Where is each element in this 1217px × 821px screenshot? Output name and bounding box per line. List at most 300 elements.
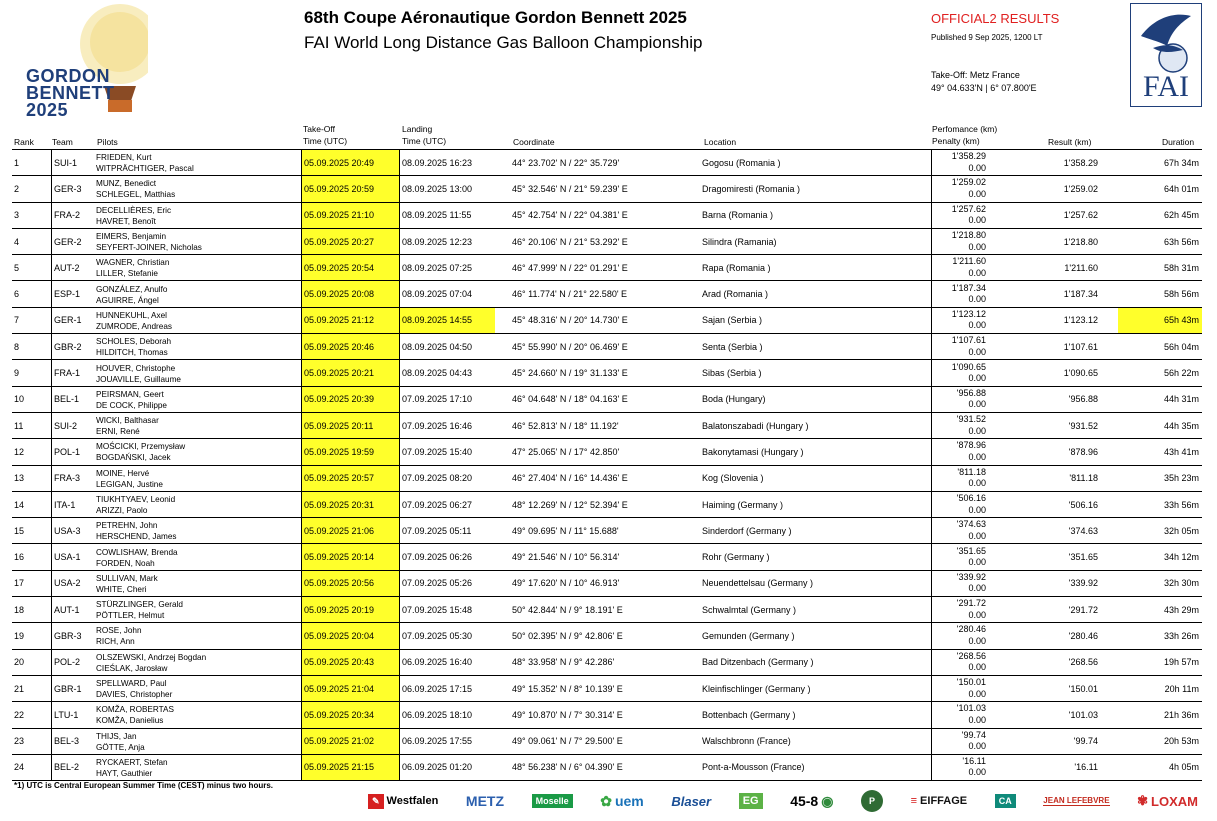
duration-cell: 62h 45m (1163, 210, 1199, 221)
pilots-cell (96, 203, 301, 228)
takeoff-cell: 05.09.2025 20:43 (301, 650, 400, 675)
coordinate-cell: 48° 12.269' N / 12° 52.394' E (512, 499, 628, 510)
landing-cell: 06.09.2025 17:15 (402, 683, 473, 694)
location-cell: Kog (Slovenia ) (702, 473, 764, 484)
col-location: Location (704, 137, 737, 147)
table-row (12, 413, 1202, 439)
duration-cell: 58h 31m (1163, 262, 1199, 273)
pilot-1: SPELLWARD, Paul (96, 679, 167, 689)
logo-line1: GORDON (26, 66, 110, 86)
takeoff-cell: 05.09.2025 19:59 (301, 439, 400, 464)
coordinate-cell: 47° 25.065' N / 17° 42.850' (512, 446, 620, 457)
table-row (12, 387, 1202, 413)
table-row (12, 334, 1202, 360)
col-rank: Rank (14, 137, 34, 147)
penalty-value: 0.00 (968, 714, 986, 725)
table-row (12, 176, 1202, 202)
pilots-cell (96, 571, 301, 596)
team-cell: ESP-1 (51, 281, 95, 306)
page-title: 68th Coupe Aéronautique Gordon Bennett 2025 (304, 8, 687, 27)
sponsor-jean-lefebvre: JEAN LEFEBVRE (1043, 796, 1110, 805)
pilots-cell (96, 413, 301, 438)
rank-cell: 17 (14, 578, 25, 589)
coordinate-cell: 49° 09.695' N / 11° 15.688' (512, 525, 619, 536)
takeoff-cell: 05.09.2025 20:56 (301, 571, 400, 596)
official-results-label: OFFICIAL2 RESULTS (931, 11, 1060, 26)
pilot-2: JOUAVILLE, Guillaume (96, 374, 181, 384)
location-cell: Balatonszabadi (Hungary ) (702, 420, 809, 431)
performance-value: '956.88 (956, 387, 986, 398)
pilot-2: HAYT, Gauthier (96, 768, 153, 778)
landing-cell: 08.09.2025 04:43 (402, 368, 473, 379)
penalty-value: 0.00 (968, 241, 986, 252)
pilot-1: PETREHN, John (96, 521, 158, 531)
penalty-value: 0.00 (968, 162, 986, 173)
performance-cell (931, 676, 988, 701)
result-cell: '101.03 (1068, 709, 1098, 720)
performance-value: '931.52 (956, 414, 986, 425)
rank-cell: 22 (14, 709, 25, 720)
pilot-1: ROSE, John (96, 626, 142, 636)
pilots-cell (96, 229, 301, 254)
team-cell: USA-1 (51, 544, 95, 569)
pilot-1: MOINE, Hervé (96, 468, 150, 478)
takeoff-coordinate: 49° 04.633'N | 6° 07.800'E (931, 83, 1037, 93)
landing-cell: 07.09.2025 16:46 (402, 420, 473, 431)
eagle-globe-icon (1131, 6, 1201, 76)
landing-cell: 07.09.2025 05:26 (402, 578, 473, 589)
penalty-value: 0.00 (968, 215, 986, 226)
pilot-1: SULLIVAN, Mark (96, 573, 158, 583)
penalty-value: 0.00 (968, 399, 986, 410)
pilot-1: THIJS, Jan (96, 731, 137, 741)
coordinate-cell: 50° 02.395' N / 9° 42.806' E (512, 630, 623, 641)
takeoff-cell: 05.09.2025 20:19 (301, 597, 400, 622)
sponsor-eg: EG (739, 793, 763, 809)
takeoff-cell: 05.09.2025 20:34 (301, 702, 400, 727)
duration-cell: 43h 29m (1163, 604, 1199, 615)
pilot-2: ZUMRODE, Andreas (96, 321, 172, 331)
takeoff-cell: 05.09.2025 20:49 (301, 150, 400, 175)
pilot-1: HOUVER, Christophe (96, 363, 176, 373)
location-cell: Silindra (Ramania) (702, 236, 777, 247)
location-cell: Arad (Romania ) (702, 289, 769, 300)
pilot-1: MUNZ, Benedict (96, 179, 157, 189)
performance-value: '351.65 (956, 545, 986, 556)
landing-cell: 08.09.2025 16:23 (402, 157, 473, 168)
duration-cell: 32h 05m (1163, 525, 1199, 536)
location-cell: Bakonytamasi (Hungary ) (702, 446, 804, 457)
table-row (12, 597, 1202, 623)
performance-cell (931, 755, 988, 780)
col-performance (932, 123, 997, 147)
col-perf-top: Perfomance (km) (932, 124, 998, 134)
result-cell: '99.74 (1073, 736, 1098, 747)
team-cell: LTU-1 (51, 702, 95, 727)
penalty-value: 0.00 (968, 373, 986, 384)
performance-cell (931, 413, 988, 438)
sponsor-credit-agricole: CA (995, 794, 1016, 808)
location-cell: Haiming (Germany ) (702, 499, 784, 510)
pilot-1: WICKI, Balthasar (96, 416, 159, 426)
penalty-value: 0.00 (968, 557, 986, 568)
table-row (12, 229, 1202, 255)
duration-cell: 20h 53m (1163, 736, 1199, 747)
team-cell: BEL-3 (51, 729, 95, 754)
team-cell: AUT-2 (51, 255, 95, 280)
performance-value: 1'257.62 (951, 203, 986, 214)
location-cell: Boda (Hungary) (702, 394, 766, 405)
rank-cell: 11 (14, 420, 24, 431)
rank-cell: 3 (14, 210, 20, 221)
pilots-cell (96, 360, 301, 385)
sponsor-loxam: ✾ LOXAM (1137, 793, 1198, 809)
pilot-2: BOGDAŃSKI, Jacek (96, 453, 171, 463)
landing-cell: 07.09.2025 06:27 (402, 499, 473, 510)
col-takeoff-bottom: Time (UTC) (303, 136, 348, 146)
result-cell: 1'107.61 (1063, 341, 1098, 352)
takeoff-cell: 05.09.2025 21:15 (301, 755, 400, 780)
col-takeoff-top: Take-Off (303, 124, 335, 134)
coordinate-cell: 48° 33.958' N / 9° 42.286' (512, 657, 615, 668)
pilot-2: DAVIES, Christopher (96, 690, 173, 700)
pilot-2: ERNI, René (96, 427, 140, 437)
rank-cell: 20 (14, 657, 25, 668)
duration-cell: 44h 31m (1163, 394, 1199, 405)
pilot-2: SCHLEGEL, Matthias (96, 190, 176, 200)
pilots-cell (96, 650, 301, 675)
penalty-value: 0.00 (968, 583, 986, 594)
location-cell: Neuendettelsau (Germany ) (702, 578, 814, 589)
rank-cell: 4 (14, 236, 20, 247)
sponsor-eiffage: ≡ EIFFAGE (910, 795, 968, 807)
landing-cell: 06.09.2025 18:10 (402, 709, 473, 720)
takeoff-cell: 05.09.2025 20:14 (301, 544, 400, 569)
col-perf-bottom: Penalty (km) (932, 136, 980, 146)
landing-cell: 07.09.2025 05:30 (402, 630, 473, 641)
result-cell: '931.52 (1068, 420, 1098, 431)
table-row (12, 308, 1202, 334)
location-cell: Barna (Romania ) (702, 210, 774, 221)
coordinate-cell: 50° 42.844' N / 9° 18.191' E (512, 604, 623, 615)
performance-value: '280.46 (956, 624, 986, 635)
landing-cell: 06.09.2025 17:55 (402, 736, 473, 747)
penalty-value: 0.00 (968, 530, 986, 541)
team-cell: GBR-2 (51, 334, 95, 359)
takeoff-info (931, 69, 1037, 95)
pilot-2: DE COCK, Philippe (96, 400, 167, 410)
result-cell: '150.01 (1068, 683, 1098, 694)
takeoff-cell: 05.09.2025 20:46 (301, 334, 400, 359)
location-cell: Sibas (Serbia ) (702, 368, 762, 379)
sponsor-bar (368, 784, 1198, 818)
result-cell: '291.72 (1068, 604, 1098, 615)
pilot-1: RYCKAERT, Stefan (96, 757, 168, 767)
landing-cell: 07.09.2025 06:26 (402, 552, 473, 563)
coordinate-cell: 44° 23.702' N / 22° 35.729' (512, 157, 620, 168)
pilots-cell (96, 439, 301, 464)
performance-value: '878.96 (956, 440, 986, 451)
duration-cell: 34h 12m (1163, 552, 1199, 563)
logo-line3: 2025 (26, 100, 69, 120)
performance-value: 1'123.12 (951, 308, 986, 319)
coordinate-cell: 49° 17.620' N / 10° 46.913' (512, 578, 620, 589)
result-cell: '374.63 (1068, 525, 1098, 536)
pilot-2: LEGIGAN, Justine (96, 479, 163, 489)
pilots-cell (96, 334, 301, 359)
performance-cell (931, 571, 988, 596)
rank-cell: 15 (14, 525, 25, 536)
result-cell: '878.96 (1068, 446, 1098, 457)
performance-value: '339.92 (956, 571, 986, 582)
duration-cell: 21h 36m (1163, 709, 1199, 720)
performance-value: '99.74 (961, 729, 986, 740)
performance-value: '150.01 (956, 677, 986, 688)
location-cell: Bottenbach (Germany ) (702, 709, 796, 720)
gordon-bennett-logo (8, 2, 148, 120)
penalty-value: 0.00 (968, 688, 986, 699)
penalty-value: 0.00 (968, 320, 986, 331)
penalty-value: 0.00 (968, 478, 986, 489)
performance-cell (931, 150, 988, 175)
pilot-2: SEYFERT-JOINER, Nicholas (96, 243, 202, 253)
pilot-1: PEIRSMAN, Geert (96, 389, 164, 399)
col-pilots: Pilots (97, 137, 118, 147)
location-cell: Pont-a-Mousson (France) (702, 762, 805, 773)
takeoff-cell: 05.09.2025 20:21 (301, 360, 400, 385)
rank-cell: 24 (14, 762, 25, 773)
performance-value: 1'211.60 (952, 256, 986, 267)
team-cell: AUT-1 (51, 597, 95, 622)
coordinate-cell: 48° 56.238' N / 6° 04.390' E (512, 762, 623, 773)
pilot-1: SCHOLES, Deborah (96, 337, 172, 347)
landing-cell: 08.09.2025 14:55 (400, 308, 495, 333)
takeoff-cell: 05.09.2025 20:57 (301, 466, 400, 491)
rank-cell: 13 (14, 473, 25, 484)
pilot-1: STÜRZLINGER, Gerald (96, 600, 183, 610)
result-cell: '351.65 (1068, 552, 1098, 563)
location-cell: Rapa (Romania ) (702, 262, 771, 273)
performance-value: '291.72 (956, 598, 986, 609)
coordinate-cell: 45° 24.660' N / 19° 31.133' E (512, 368, 628, 379)
team-cell: USA-2 (51, 571, 95, 596)
pilot-2: CIEŚLAK, Jarosław (96, 663, 168, 673)
col-coordinate: Coordinate (513, 137, 555, 147)
pilot-1: EIMERS, Benjamin (96, 232, 167, 242)
pilot-2: RICH, Ann (96, 637, 135, 647)
pilots-cell (96, 729, 301, 754)
table-row (12, 466, 1202, 492)
performance-cell (931, 466, 988, 491)
coordinate-cell: 45° 42.754' N / 22° 04.381' E (512, 210, 628, 221)
performance-cell (931, 334, 988, 359)
pilot-2: PÖTTLER, Helmut (96, 611, 165, 621)
coordinate-cell: 45° 55.990' N / 20° 06.469' E (512, 341, 628, 352)
landing-cell: 08.09.2025 04:50 (402, 341, 473, 352)
pilots-cell (96, 492, 301, 517)
takeoff-cell: 05.09.2025 20:27 (301, 229, 400, 254)
performance-cell (931, 729, 988, 754)
takeoff-cell: 05.09.2025 20:59 (301, 176, 400, 201)
result-cell: 1'123.12 (1063, 315, 1098, 326)
table-row (12, 544, 1202, 570)
penalty-value: 0.00 (968, 662, 986, 673)
pilot-2: HILDITCH, Thomas (96, 348, 168, 358)
table-row (12, 518, 1202, 544)
performance-cell (931, 439, 988, 464)
pilot-2: FORDEN, Noah (96, 558, 155, 568)
location-cell: Kleinfischlinger (Germany ) (702, 683, 811, 694)
landing-cell: 06.09.2025 16:40 (402, 657, 473, 668)
team-cell: FRA-2 (51, 203, 95, 228)
coordinate-cell: 46° 27.404' N / 16° 14.436' E (512, 473, 628, 484)
sponsor-moselle: Moselle (532, 794, 573, 808)
landing-cell: 08.09.2025 07:04 (402, 289, 473, 300)
team-cell: GER-1 (51, 308, 95, 333)
takeoff-cell: 05.09.2025 20:11 (301, 413, 400, 438)
pilot-2: HERSCHEND, James (96, 532, 177, 542)
table-row (12, 571, 1202, 597)
table-row (12, 650, 1202, 676)
team-cell: ITA-1 (51, 492, 95, 517)
col-team: Team (52, 137, 73, 147)
pilot-1: GONZÁLEZ, Anulfo (96, 284, 168, 294)
rank-cell: 16 (14, 552, 25, 563)
takeoff-cell: 05.09.2025 21:04 (301, 676, 400, 701)
coordinate-cell: 49° 10.870' N / 7° 30.314' E (512, 709, 623, 720)
sponsor-blaser: Blaser (671, 793, 712, 809)
takeoff-cell: 05.09.2025 20:31 (301, 492, 400, 517)
col-result: Result (km) (1048, 137, 1092, 147)
location-cell: Rohr (Germany ) (702, 552, 770, 563)
table-row (12, 255, 1202, 281)
performance-value: '101.03 (956, 703, 986, 714)
duration-cell: 35h 23m (1163, 473, 1199, 484)
pilot-1: WAGNER, Christian (96, 258, 170, 268)
performance-cell (931, 255, 988, 280)
location-cell: Sinderdorf (Germany ) (702, 525, 792, 536)
fai-logo (1130, 3, 1202, 107)
pilot-1: COWLISHAW, Brenda (96, 547, 178, 557)
penalty-value: 0.00 (968, 188, 986, 199)
team-cell: GBR-1 (51, 676, 95, 701)
landing-cell: 07.09.2025 05:11 (402, 525, 472, 536)
performance-cell (931, 308, 988, 333)
table-row (12, 281, 1202, 307)
result-cell: 1'211.60 (1064, 262, 1098, 273)
coordinate-cell: 45° 32.546' N / 21° 59.239' E (512, 183, 628, 194)
performance-cell (931, 544, 988, 569)
penalty-value: 0.00 (968, 635, 986, 646)
location-cell: Senta (Serbia ) (702, 341, 763, 352)
duration-cell: 56h 22m (1163, 368, 1199, 379)
performance-cell (931, 518, 988, 543)
performance-cell (931, 597, 988, 622)
coordinate-cell: 49° 09.061' N / 7° 29.500' E (512, 736, 623, 747)
rank-cell: 9 (14, 368, 20, 379)
table-row (12, 755, 1202, 781)
team-cell: FRA-3 (51, 466, 95, 491)
landing-cell: 08.09.2025 11:55 (402, 210, 472, 221)
pilots-cell (96, 281, 301, 306)
landing-cell: 08.09.2025 12:23 (402, 236, 473, 247)
takeoff-cell: 05.09.2025 20:04 (301, 623, 400, 648)
rank-cell: 19 (14, 630, 25, 641)
rank-cell: 14 (14, 499, 25, 510)
penalty-value: 0.00 (968, 346, 986, 357)
team-cell: POL-1 (51, 439, 95, 464)
col-duration: Duration (1162, 137, 1195, 147)
location-cell: Bad Ditzenbach (Germany ) (702, 657, 814, 668)
result-cell: '956.88 (1068, 394, 1098, 405)
team-cell: GER-2 (51, 229, 95, 254)
pilots-cell (96, 755, 301, 780)
sponsor-metz: METZ (465, 793, 505, 809)
sponsor-westfalen: ✎ Westfalen (368, 794, 438, 809)
col-landing (402, 123, 446, 147)
takeoff-cell: 05.09.2025 20:54 (301, 255, 400, 280)
takeoff-cell: 05.09.2025 21:06 (301, 518, 400, 543)
team-cell: BEL-2 (51, 755, 95, 780)
performance-cell (931, 387, 988, 412)
rank-cell: 10 (14, 394, 25, 405)
location-cell: Schwalmtal (Germany ) (702, 604, 797, 615)
pilot-1: HUNNEKUHL, Axel (96, 310, 167, 320)
table-row (12, 729, 1202, 755)
duration-cell: 43h 41m (1163, 446, 1199, 457)
performance-cell (931, 281, 988, 306)
performance-value: '811.18 (957, 466, 986, 477)
result-cell: 1'358.29 (1063, 157, 1098, 168)
duration-cell: 32h 30m (1163, 578, 1199, 589)
pilot-1: MOŚCICKI, Przemysław (96, 442, 186, 452)
table-row (12, 150, 1202, 176)
pilots-cell (96, 676, 301, 701)
rank-cell: 21 (14, 683, 25, 694)
takeoff-cell: 05.09.2025 20:39 (301, 387, 400, 412)
location-cell: Dragomiresti (Romania ) (702, 183, 801, 194)
coordinate-cell: 46° 52.813' N / 18° 11.192' (512, 420, 619, 431)
result-cell: '339.92 (1068, 578, 1098, 589)
coordinate-cell: 46° 20.106' N / 21° 53.292' E (512, 236, 628, 247)
pilot-2: AGUIRRE, Ángel (96, 295, 159, 305)
performance-cell (931, 650, 988, 675)
pilot-1: DECELLIÈRES, Eric (96, 205, 172, 215)
col-landing-top: Landing (402, 124, 433, 134)
pilot-2: WHITE, Cheri (96, 584, 147, 594)
takeoff-cell: 05.09.2025 21:10 (301, 203, 400, 228)
rank-cell: 5 (14, 262, 20, 273)
performance-cell (931, 623, 988, 648)
pilots-cell (96, 597, 301, 622)
location-cell: Walschbronn (France) (702, 736, 791, 747)
result-cell: 1'090.65 (1063, 368, 1098, 379)
pilots-cell (96, 518, 301, 543)
duration-cell: 56h 04m (1163, 341, 1199, 352)
rank-cell: 8 (14, 341, 20, 352)
pilot-2: KOMŽA, Danielius (96, 716, 164, 726)
performance-value: 1'090.65 (951, 361, 986, 372)
performance-value: 1'358.29 (951, 151, 986, 162)
team-cell: POL-2 (51, 650, 95, 675)
pilot-2: WITPRÄCHTIGER, Pascal (96, 164, 194, 174)
duration-cell: 33h 56m (1163, 499, 1199, 510)
table-row (12, 676, 1202, 702)
takeoff-cell: 05.09.2025 20:08 (301, 281, 400, 306)
pilots-cell (96, 702, 301, 727)
team-cell: GER-3 (51, 176, 95, 201)
table-row (12, 492, 1202, 518)
